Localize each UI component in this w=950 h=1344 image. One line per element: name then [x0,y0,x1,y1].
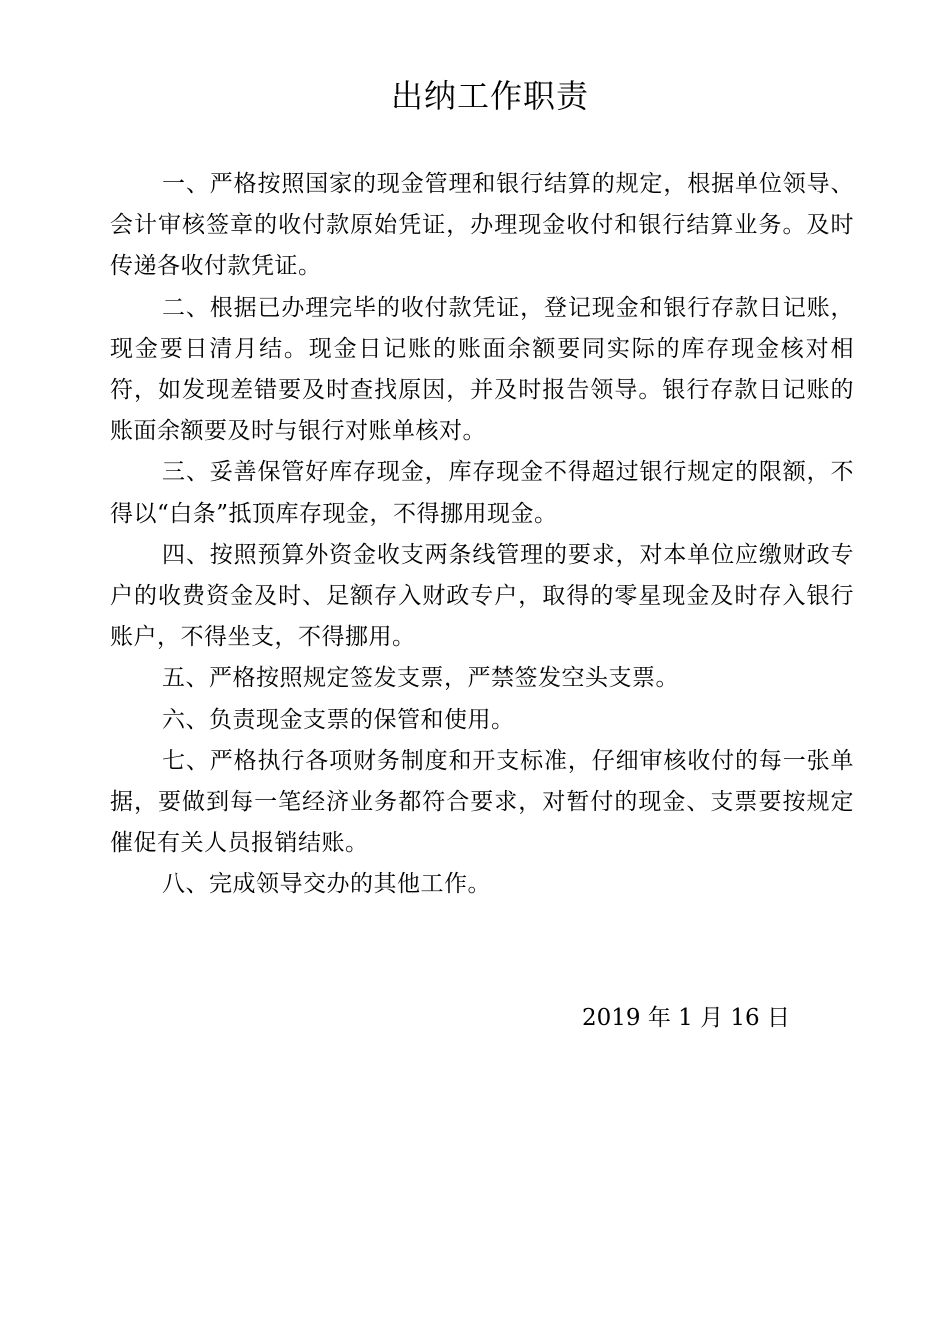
duty-paragraph-2: 二、根据已办理完毕的收付款凭证，登记现金和银行存款日记账，现金要日清月结。现金日记账的账面余额要同实际的库存现金核对相符，如发现差错要及时查找原因，并及时报告领导。银行存款日记账的账面余额要及时与银行对账单核对。 [110,294,854,445]
document-title: 出纳工作职责 [390,77,589,115]
duty-paragraph-4: 四、按照预算外资金收支两条线管理的要求，对本单位应缴财政专户的收费资金及时、足额存入财政专户，取得的零星现金及时存入银行账户，不得坐支，不得挪用。 [110,541,854,651]
duty-paragraph-8: 八、完成领导交办的其他工作。 [162,871,491,898]
duty-paragraph-6: 六、负责现金支票的保管和使用。 [162,706,515,733]
duty-paragraph-7: 七、严格执行各项财务制度和开支标准，仔细审核收付的每一张单据，要做到每一笔经济业务都符合要求，对暂付的现金、支票要按规定催促有关人员报销结账。 [110,747,854,857]
document-date: 2019 年 1 月 16 日 [582,1005,790,1031]
duty-paragraph-1: 一、严格按照国家的现金管理和银行结算的规定，根据单位领导、会计审核签章的收付款原始凭证，办理现金收付和银行结算业务。及时传递各收付款凭证。 [110,171,854,280]
duty-paragraph-3: 三、妥善保管好库存现金，库存现金不得超过银行规定的限额，不得以“白条”抵顶库存现金，不得挪用现金。 [110,459,854,527]
document-body [110,164,854,906]
duty-paragraph-5: 五、严格按照规定签发支票，严禁签发空头支票。 [162,665,679,692]
